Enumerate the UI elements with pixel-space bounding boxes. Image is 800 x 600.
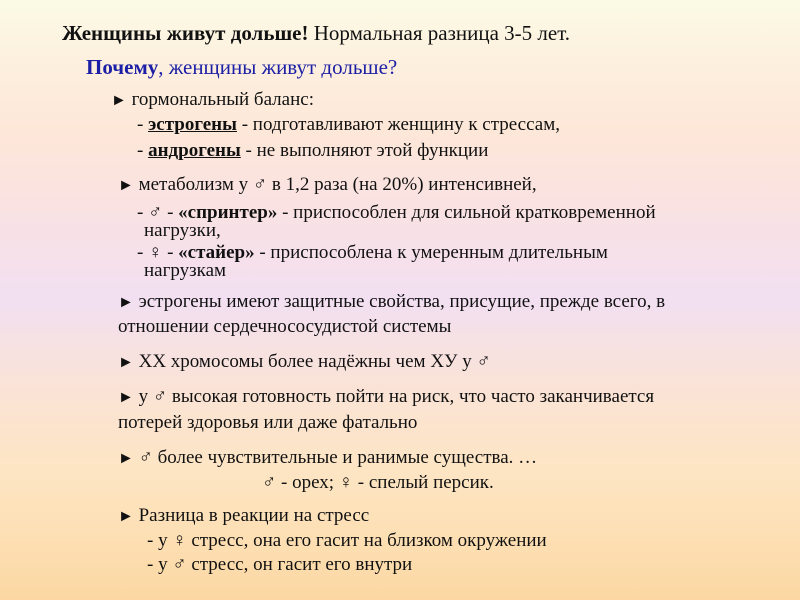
female-stayer-item: - ♀ - «стайер» - приспособлена к умеренным длительным (137, 242, 608, 263)
bullet-icon: ► (118, 354, 134, 371)
stress-title: ► Разница в реакции на стресс (118, 505, 370, 526)
sprinter-term: «спринтер» (178, 202, 278, 223)
hormonal-title: ► гормональный баланс: (111, 89, 314, 110)
heading-bold: Женщины живут дольше! (62, 21, 309, 45)
question-bold: Почему (86, 55, 159, 79)
estrogen-term: эстрогены (148, 114, 237, 135)
heading-rest: Нормальная разница 3-5 лет. (308, 21, 571, 45)
bullet-icon: ► (111, 92, 127, 109)
estrogen-protect-line1: ► эстрогены имеют защитные свойства, присущие, прежде всего, в (118, 291, 666, 312)
bullet-icon: ► (118, 508, 134, 525)
stress-male: - у ♂ стресс, он гасит его внутри (147, 554, 413, 575)
androgen-term: андрогены (148, 140, 241, 161)
stayer-term: «стайер» (178, 242, 255, 263)
bullet-icon: ► (118, 294, 134, 311)
estrogen-protect-line2: отношении сердечнососудистой системы (118, 316, 452, 337)
male-sprinter-cont: нагрузки, (144, 220, 221, 241)
estrogen-item: - эстрогены - подготавливают женщину к стрессам, (137, 114, 560, 135)
sensitive-line2: ♂ - орех; ♀ - спелый персик. (262, 472, 494, 493)
question-rest: , женщины живут дольше? (158, 55, 398, 79)
sensitive-line1: ► ♂ более чувствительные и ранимые существа. … (118, 447, 538, 468)
page-title (62, 22, 570, 44)
bullet-icon: ► (118, 177, 134, 194)
female-stayer-cont: нагрузкам (144, 260, 227, 281)
question-line (86, 56, 397, 78)
bullet-icon: ► (118, 450, 134, 467)
chromosomes-item: ► ХХ хромосомы более надёжны чем ХУ у ♂ (118, 351, 491, 372)
male-sprinter-item: - ♂ - «спринтер» - приспособлен для сильной кратковременной (137, 202, 656, 223)
stress-female: - у ♀ стресс, она его гасит на близком окружении (147, 530, 547, 551)
bullet-icon: ► (118, 389, 134, 406)
risk-line1: ► у ♂ высокая готовность пойти на риск, что часто заканчивается (118, 386, 655, 407)
risk-line2: потерей здоровья или даже фатально (118, 412, 418, 433)
metabolism-title: ► метаболизм у ♂ в 1,2 раза (на 20%) интенсивней, (118, 174, 537, 195)
androgen-item: - андрогены - не выполняют этой функции (137, 140, 489, 161)
